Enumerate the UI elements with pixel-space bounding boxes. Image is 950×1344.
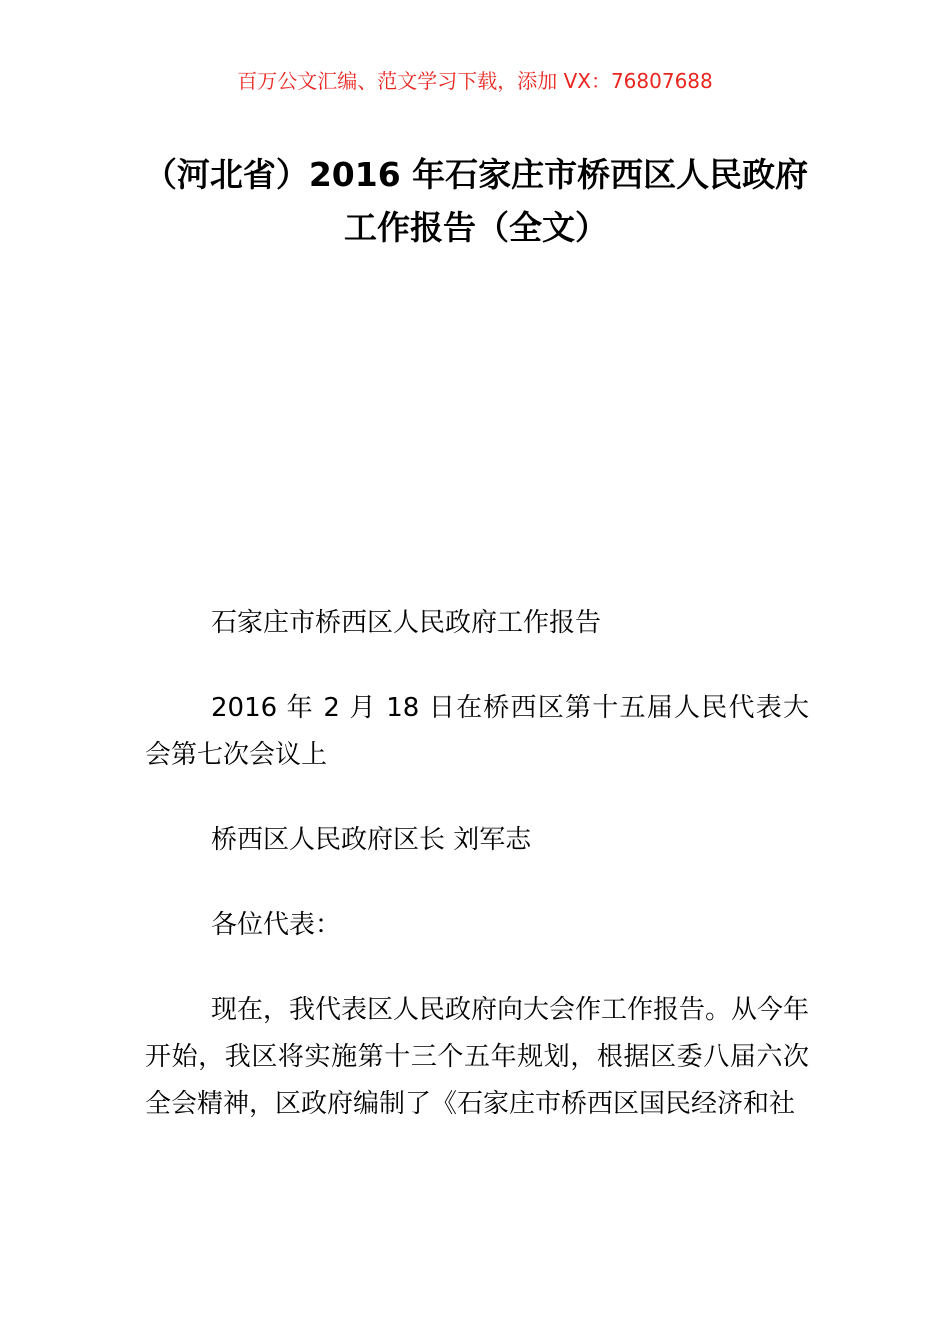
speaker-paragraph: 桥西区人民政府区长 刘军志 bbox=[211, 825, 532, 855]
opening-paragraph: 现在，我代表区人民政府向大会作工作报告。从今年开始，我区将实施第十三个五年规划，根据区委八届六次全会精神，区政府编制了《石家庄市桥西区国民经济和社 bbox=[145, 995, 810, 1119]
document-title: （河北省）2016 年石家庄市桥西区人民政府工作报告（全文） bbox=[143, 155, 809, 247]
report-heading-paragraph: 石家庄市桥西区人民政府工作报告 bbox=[211, 608, 602, 638]
meeting-info-paragraph: 2016 年 2 月 18 日在桥西区第十五届人民代表大会第七次会议上 bbox=[145, 693, 809, 770]
salutation-paragraph: 各位代表： bbox=[211, 910, 342, 940]
promo-header-note: 百万公文汇编、范文学习下载，添加 VX：76807688 bbox=[237, 69, 713, 93]
document-body bbox=[145, 600, 809, 1166]
